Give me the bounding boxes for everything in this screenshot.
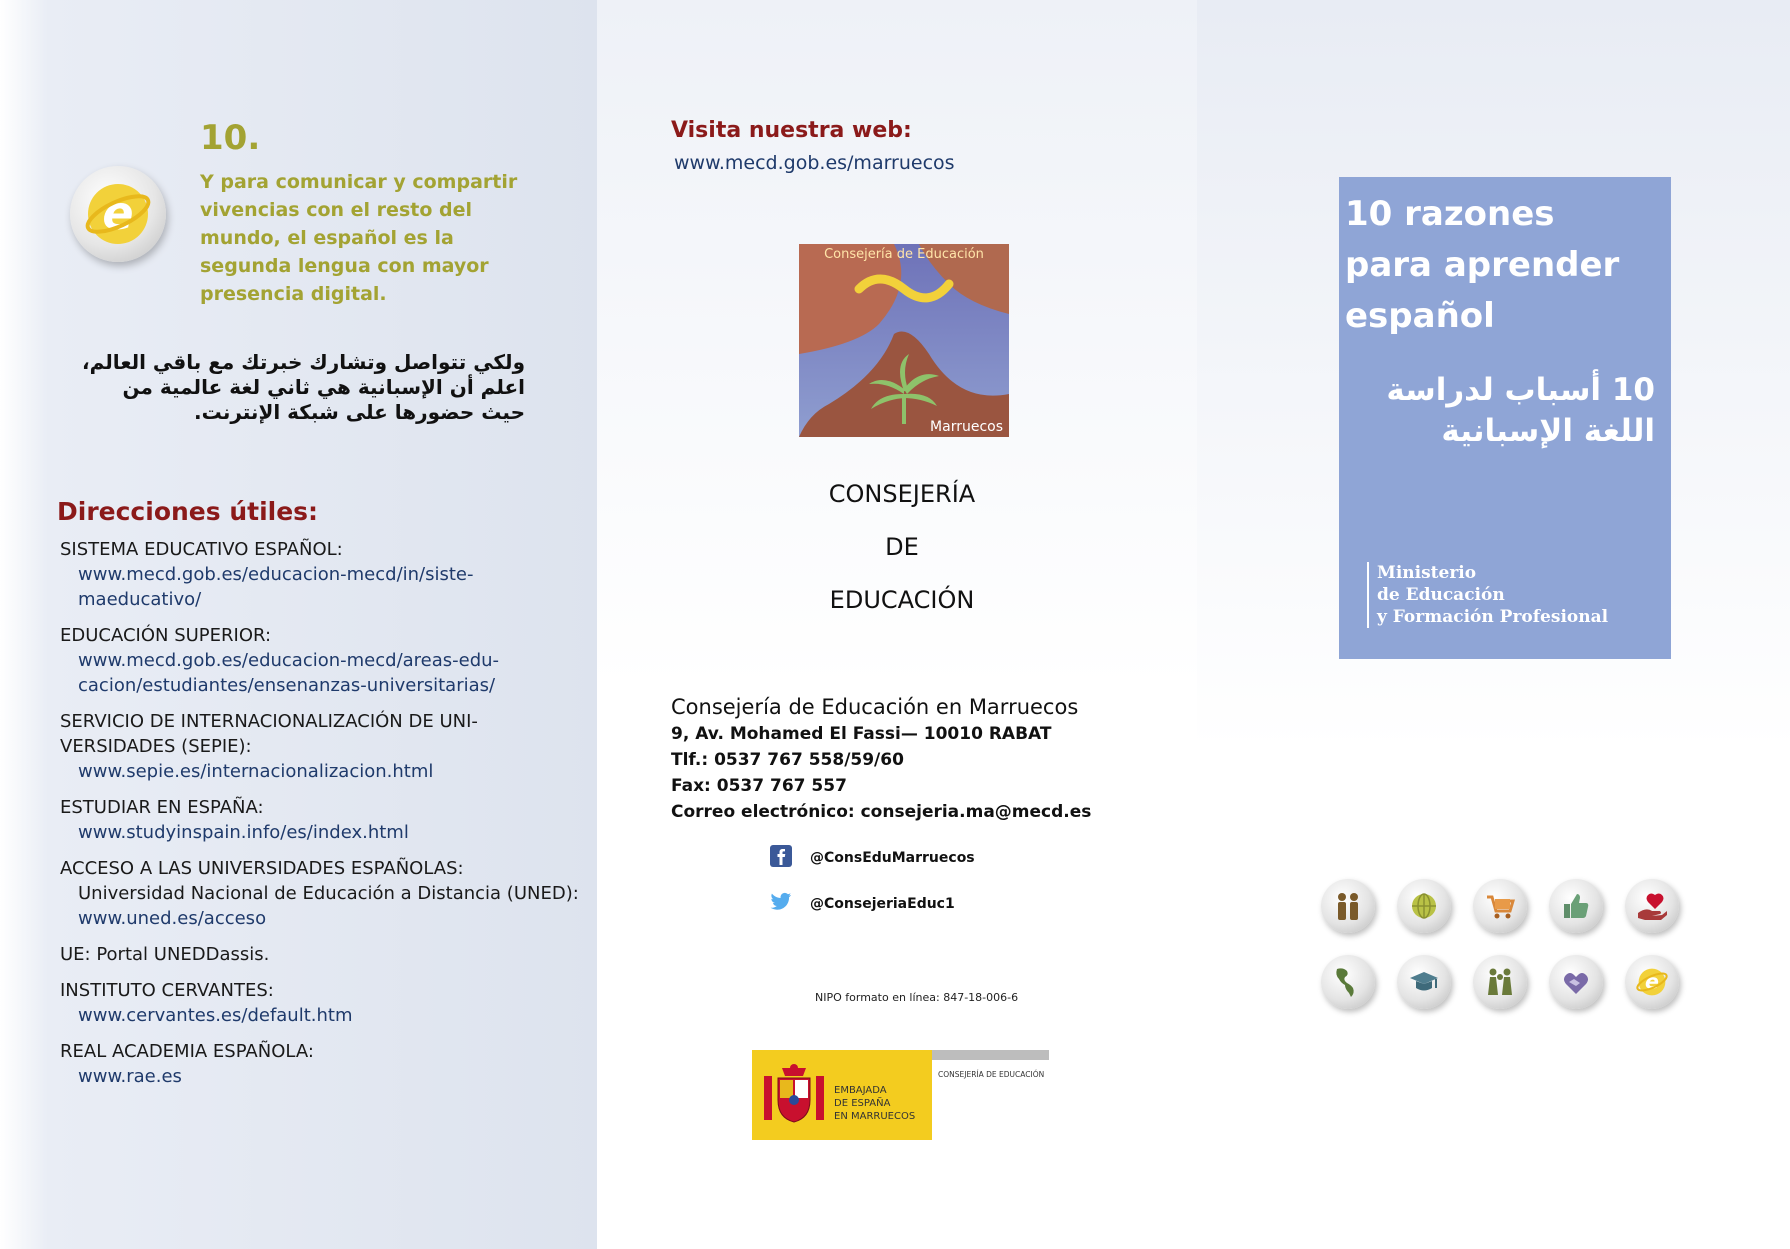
address-label: ACCESO A LAS UNIVERSIDADES ESPAÑOLAS: [60, 858, 464, 879]
graduation-cap-icon [1397, 955, 1451, 1009]
logo-bottom-text: Marruecos [930, 419, 1003, 435]
contact-email[interactable]: Correo electrónico: consejeria.ma@mecd.es [671, 802, 1092, 822]
address-link[interactable]: www.cervantes.es/default.htm [78, 1005, 353, 1026]
consejeria-line-1: CONSEJERÍA [828, 480, 976, 508]
address-link[interactable]: www.sepie.es/internacionalizacion.html [78, 761, 434, 782]
consejeria-line-3: EDUCACIÓN [829, 586, 975, 614]
address-label: INSTITUTO CERVANTES: [60, 980, 274, 1001]
address-label: REAL ACADEMIA ESPAÑOLA: [60, 1041, 314, 1062]
ministry-line-2: de Educación [1377, 585, 1505, 605]
useful-addresses-title: Direcciones útiles: [57, 497, 319, 526]
visit-web-title: Visita nuestra web: [671, 118, 912, 143]
globe-icon [1397, 879, 1451, 933]
address-item [60, 623, 580, 698]
cover-title-line-3: español [1345, 296, 1495, 336]
address-label: EDUCACIÓN SUPERIOR: [60, 625, 272, 646]
useful-addresses-list [60, 537, 580, 1100]
coat-of-arms-icon [762, 1062, 826, 1132]
address-label: SISTEMA EDUCATIVO ESPAÑOL: [60, 539, 343, 560]
contact-phone: Tlf.: 0537 767 558/59/60 [671, 750, 904, 770]
logo-top-text: Consejería de Educación [824, 247, 984, 262]
facebook-row[interactable] [770, 845, 1070, 871]
contact-name: Consejería de Educación en Marruecos [671, 695, 1079, 719]
embassy-line-3: EN MARRUECOS [834, 1111, 916, 1122]
back-panel-left [0, 0, 597, 1249]
address-label: UE: Portal UNEDDassis. [60, 944, 270, 965]
address-link[interactable]: www.uned.es/acceso [78, 908, 267, 929]
reasons-icons-grid [1321, 879, 1691, 1009]
svg-text:e: e [102, 186, 134, 240]
cover-ar-line-2: اللغة الإسبانية [1441, 413, 1655, 449]
cover-title-line-1: 10 razones [1345, 194, 1555, 234]
contact-fax: Fax: 0537 767 557 [671, 776, 847, 796]
americas-map-icon [1321, 955, 1375, 1009]
twitter-row[interactable] [770, 892, 1070, 916]
address-item [60, 1039, 580, 1089]
ministry-name [1367, 562, 1608, 628]
embassy-line-2: DE ESPAÑA [834, 1098, 891, 1109]
cover-title-line-2: para aprender [1345, 245, 1620, 285]
cover-title-spanish [1345, 189, 1645, 342]
address-item [60, 709, 580, 784]
internet-e-icon [70, 166, 166, 262]
reason-text-spanish: Y para comunicar y compartir vivencias con el resto del mundo, el español es la segunda lengua con mayor presencia digital. [200, 171, 518, 305]
svg-text:e: e [1645, 969, 1659, 994]
address-item [60, 978, 580, 1028]
address-item [60, 795, 580, 845]
address-link[interactable]: www.studyinspain.info/es/index.html [78, 822, 409, 843]
facebook-handle[interactable]: @ConsEduMarruecos [810, 850, 975, 866]
internet-e-icon-small [1625, 955, 1679, 1009]
reason-text-arabic: ولكي تتواصل وتشارك خبرتك مع باقي العالم، اعلم أن الإسبانية هي ثاني لغة عالمية من حيث حضورها على شبكة الإنترنت. [82, 350, 525, 424]
twitter-handle[interactable]: @ConsejeriaEduc1 [810, 896, 955, 912]
address-detail: Universidad Nacional de Educación a Distancia (UNED): [78, 883, 579, 904]
heart-hand-icon [1625, 879, 1679, 933]
address-item [60, 856, 580, 931]
handshake-icon [1549, 955, 1603, 1009]
address-label: SERVICIO DE INTERNACIONALIZACIÓN DE UNI-VERSIDADES (SEPIE): [60, 711, 478, 757]
ministry-line-1: Ministerio [1377, 563, 1477, 583]
twitter-icon [770, 892, 792, 916]
consejeria-heading [797, 468, 1007, 627]
address-item [60, 537, 580, 612]
contact-address: 9, Av. Mohamed El Fassi— 10010 RABAT [671, 724, 1052, 744]
cart-icon [1473, 879, 1527, 933]
reason-number: 10. [200, 118, 261, 158]
facebook-icon [770, 845, 792, 871]
address-link[interactable]: www.rae.es [78, 1066, 182, 1087]
thumbs-up-icon [1549, 879, 1603, 933]
embassy-text [834, 1084, 915, 1123]
website-link[interactable]: www.mecd.gob.es/marruecos [674, 152, 955, 174]
embassy-line-1: EMBAJADA [834, 1085, 887, 1096]
nipo-code: NIPO formato en línea: 847-18-006-6 [815, 991, 1019, 1004]
cover-ar-line-1: 10 أسباب لدراسة [1386, 372, 1655, 408]
address-label: ESTUDIAR EN ESPAÑA: [60, 797, 264, 818]
cover-block [1339, 177, 1671, 659]
group-icon [1473, 955, 1527, 1009]
consejeria-logo [799, 244, 1009, 437]
ministry-line-3: y Formación Profesional [1377, 607, 1609, 627]
address-link[interactable]: www.mecd.gob.es/educacion-mecd/in/siste-maeducativo/ [78, 564, 474, 610]
cover-title-arabic [1355, 370, 1655, 452]
address-item [60, 942, 580, 967]
contact-block [671, 693, 1151, 825]
embassy-department: CONSEJERÍA DE EDUCACIÓN [938, 1070, 1045, 1079]
address-link[interactable]: www.mecd.gob.es/educacion-mecd/areas-edu-cacion/estudiantes/ensenanzas-universitarias/ [78, 650, 500, 696]
consejeria-line-2: DE [885, 533, 919, 561]
embassy-grey-bar [932, 1050, 1049, 1060]
embassy-logo [752, 1050, 1049, 1140]
people-icon [1321, 879, 1375, 933]
